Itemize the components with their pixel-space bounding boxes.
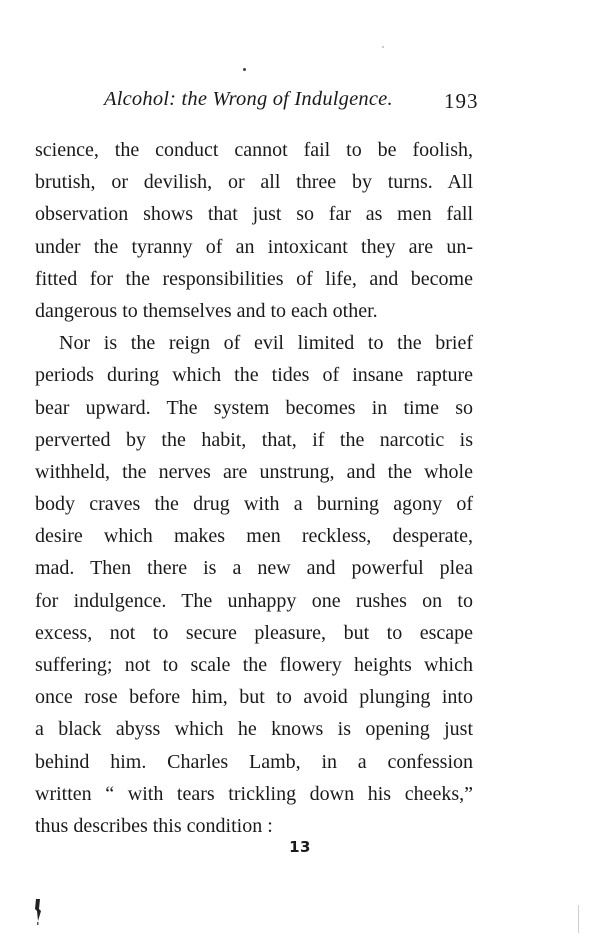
text-line: science, the conduct cannot fail to be foolish,	[35, 139, 473, 161]
text-line: brutish, or devilish, or all three by turns. All	[35, 171, 473, 194]
text-line: written “ with tears trickling down his cheeks,”	[35, 782, 473, 805]
print-speck	[382, 46, 384, 48]
text-line: periods during which the tides of insane rapture	[35, 364, 473, 387]
text-line: suffering; not to scale the flowery heights which	[35, 654, 473, 676]
running-head	[0, 88, 600, 118]
text-line: desire which makes men reckless, desperate,	[35, 525, 473, 548]
text-line: a black abyss which he knows is opening just	[35, 718, 473, 741]
text-line: observation shows that just so far as men fall	[35, 203, 473, 226]
text-line: fitted for the responsibilities of life, and become	[35, 267, 473, 290]
running-title: Alcohol: the Wrong of Indulgence.	[104, 88, 393, 110]
text-line: under the tyranny of an intoxicant they are un-	[35, 235, 473, 258]
text-line: Nor is the reign of evil limited to the brief	[59, 332, 473, 355]
binding-mark	[34, 899, 42, 925]
page-number: 193	[444, 89, 479, 113]
text-line: thus describes this condition :	[35, 814, 273, 837]
text-line: withheld, the nerves are unstrung, and the whole	[35, 460, 473, 483]
body-text	[35, 134, 473, 842]
signature-mark: 13	[289, 838, 311, 856]
page-edge-line	[578, 905, 579, 933]
print-speck	[243, 68, 246, 71]
text-line: for indulgence. The unhappy one rushes on to	[35, 589, 473, 612]
text-line: dangerous to themselves and to each other.	[35, 299, 378, 322]
text-line: body craves the drug with a burning agony of	[35, 493, 473, 516]
text-line: mad. Then there is a new and powerful plea	[35, 557, 473, 580]
text-line: once rose before him, but to avoid plunging into	[35, 686, 473, 709]
text-line: excess, not to secure pleasure, but to escape	[35, 621, 473, 644]
text-line: perverted by the habit, that, if the narcotic is	[35, 428, 473, 451]
text-line: behind him. Charles Lamb, in a confession	[35, 750, 473, 773]
text-line: bear upward. The system becomes in time so	[35, 396, 473, 419]
